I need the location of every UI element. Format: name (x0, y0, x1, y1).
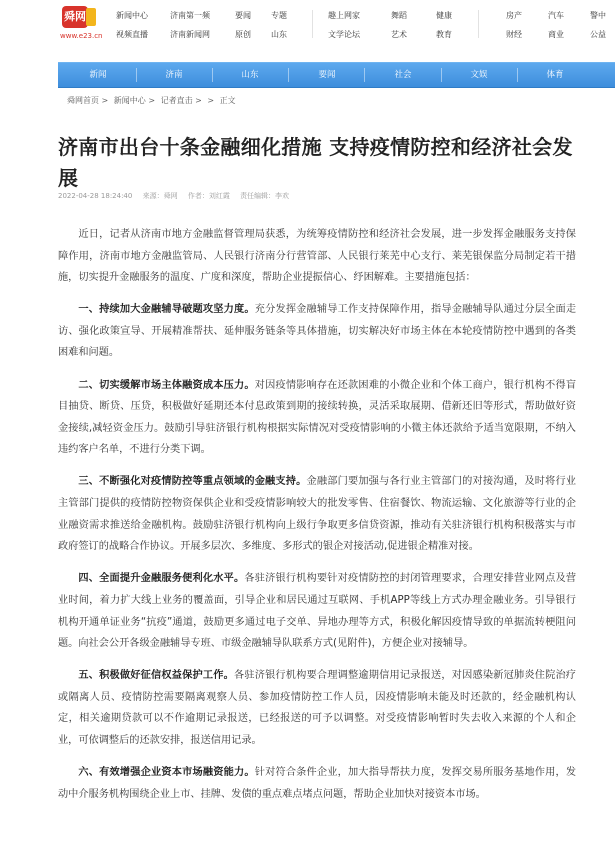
top-link-auto[interactable]: 汽车 (548, 11, 564, 20)
top-link-charity[interactable]: 公益 (590, 30, 606, 39)
paragraph-lead: 二、切实缓解市场主体融资成本压力。 (78, 379, 255, 391)
logo-wing (86, 8, 96, 26)
article-editor: 责任编辑：李欢 (240, 192, 290, 200)
paragraph-lead: 四、全面提升金融服务便利化水平。 (78, 573, 245, 585)
breadcrumb-reporter[interactable]: 记者直击 (160, 96, 193, 105)
site-header (0, 0, 615, 50)
article-meta (58, 191, 297, 201)
article-title: 济南市出台十条金融细化措施 支持疫情防控和经济社会发展 (58, 135, 573, 191)
breadcrumb (67, 95, 239, 106)
top-link-jingzhong[interactable]: 警中 (590, 11, 606, 20)
top-link-finance[interactable]: 财经 (506, 30, 522, 39)
top-link-art[interactable]: 艺术 (391, 30, 407, 39)
logo-url: www.e23.cn (60, 32, 103, 40)
nav-item-society[interactable]: 社会 (394, 70, 412, 80)
nav-item-sports[interactable]: 体育 (546, 70, 564, 80)
top-link-qushang[interactable]: 趣上网家 (328, 11, 360, 20)
article-author: 作者：刘红霞 (187, 192, 230, 200)
article-paragraph (58, 762, 576, 805)
breadcrumb-home[interactable]: 舜网首页 (67, 96, 99, 105)
top-link-special[interactable]: 专题 (271, 11, 287, 20)
main-nav (58, 62, 615, 88)
top-link-dance[interactable]: 舞蹈 (391, 11, 407, 20)
breadcrumb-separator: > (195, 96, 202, 105)
top-divider (478, 10, 479, 38)
article-source: 来源：舜网 (142, 192, 178, 200)
nav-item-entertainment[interactable]: 文娱 (470, 70, 488, 80)
breadcrumb-separator: > (101, 96, 109, 105)
top-link-business[interactable]: 商业 (548, 30, 564, 39)
top-link-forum[interactable]: 文学论坛 (328, 30, 360, 39)
breadcrumb-news-center[interactable]: 新闻中心 (113, 96, 146, 105)
top-link-health[interactable]: 健康 (436, 11, 452, 20)
breadcrumb-separator: > (207, 96, 215, 105)
paragraph-lead: 三、不断强化对疫情防控等重点领域的金融支持。 (78, 476, 307, 488)
top-link-original[interactable]: 原创 (235, 30, 251, 39)
top-link-news-center[interactable]: 新闻中心 (116, 11, 148, 20)
breadcrumb-current: 正文 (219, 96, 236, 105)
top-link-jinan-news[interactable]: 济南新闻网 (170, 30, 210, 39)
top-link-yaowen[interactable]: 要闻 (235, 11, 251, 20)
nav-item-yaowen[interactable]: 要闻 (318, 70, 336, 80)
paragraph-text: 充分发挥金融辅导工作支持保障作用，指导金融辅导队通过分层全面走访、强化政策宣导、开展精准帮扶、延伸服务链条等具体措施，切实解决好市场主体在本轮疫情防控中遇到的各类困难和问题。 (58, 304, 577, 359)
article-paragraph (58, 224, 576, 289)
article-paragraph (58, 471, 576, 557)
top-divider (312, 10, 313, 38)
paragraph-lead: 六、有效增强企业资本市场融资能力。 (78, 767, 255, 779)
breadcrumb-separator: > (148, 96, 156, 105)
paragraph-text: 各驻济银行机构要针对疫情防控的封闭管理要求，合理安排营业网点及营业时间，着力扩大线上业务的覆盖面，引导企业和居民通过互联网、手机APP等线上方式办理金融业务。引导银行机构开通单证业务“抗疫”通道，鼓励更多通过电子交单、异地办理等方式，积极化解因疫情导致的单据流转梗阻问题。向社会公开各级金融辅导专班、市级金融辅导队联系方式(见附件)，方便企业对接辅导。 (58, 573, 577, 650)
nav-item-shandong[interactable]: 山东 (241, 70, 259, 80)
article-paragraph (58, 375, 576, 461)
paragraph-text: 各驻济银行机构要合理调整逾期信用记录报送，对因感染新冠肺炎住院治疗或隔离人员、疫情防控需要隔离观察人员、参加疫情防控工作人员，因疫情影响未能及时还款的，经金融机构认定，相关逾期贷款可以不作逾期记录报送，已经报送的可予以调整。对受疫情影响暂时失去收入来源的个人和企业，可依调整后的还款安排，报送信用记录。 (58, 670, 576, 746)
paragraph-text: 对因疫情影响存在还款困难的小微企业和个体工商户，银行机构不得盲目抽贷、断贷、压贷，积极做好延期还本付息政策到期的接续转换，灵活采取展期、借新还旧等形式，帮助做好资金接续,减轻资金压力。鼓励引导驻济银行机构根据实际情况对受疫情影响的小微主体还款给予适当宽限期，不纳入违约客户名单，不进行分类下调。 (58, 379, 577, 456)
article-paragraph (58, 299, 576, 364)
nav-item-news[interactable]: 新闻 (89, 70, 107, 80)
article-paragraph (58, 665, 576, 751)
article-body (58, 224, 576, 816)
paragraph-lead: 五、积极做好征信权益保护工作。 (78, 670, 234, 682)
paragraph-text: 针对符合条件企业，加大指导帮扶力度，发挥交易所服务基地作用，发动中介服务机构围绕企业上市、挂牌、发债的重点难点堵点问题，帮助企业加快对接资本市场。 (58, 767, 577, 800)
paragraph-text: 近日，记者从济南市地方金融监督管理局获悉，为统筹疫情防控和经济社会发展，进一步发挥金融服务支持保障作用，济南市地方金融监管局、人民银行济南分行营管部、人民银行莱芜中心支行、莱芜银保监分局制定若干措施，切实提升金融服务的温度、广度和深度，帮助企业提振信心、纾困解难。主要措施包括： (58, 229, 576, 284)
top-link-house[interactable]: 房产 (506, 11, 522, 20)
top-link-jinan-first[interactable]: 济南第一频 (170, 11, 210, 20)
article-paragraph (58, 568, 576, 654)
top-link-shandong[interactable]: 山东 (271, 30, 287, 39)
paragraph-lead: 一、持续加大金融辅导破题攻坚力度。 (78, 304, 255, 316)
paragraph-text: 金融部门要加强与各行业主管部门的对接沟通，及时将行业主管部门提供的疫情防控物资保供企业和受疫情影响较大的批发零售、住宿餐饮、物流运输、文化旅游等行业的企业融资需求推送给金融机构。鼓励驻济银行机构向上级行争取更多信贷资源，推动有关驻济银行机构积极落实与市政府签订的战略合作协议。开展多层次、多维度、多形式的银企对接活动,促进银企精准对接。 (58, 476, 576, 553)
article-time: 2022-04-28 18:24:40 (58, 192, 133, 200)
top-link-video[interactable]: 视频直播 (116, 30, 148, 39)
site-logo[interactable] (60, 6, 103, 42)
logo-badge: 舜网 (62, 6, 88, 28)
nav-item-jinan[interactable]: 济南 (165, 70, 183, 80)
top-link-education[interactable]: 教育 (436, 30, 452, 39)
